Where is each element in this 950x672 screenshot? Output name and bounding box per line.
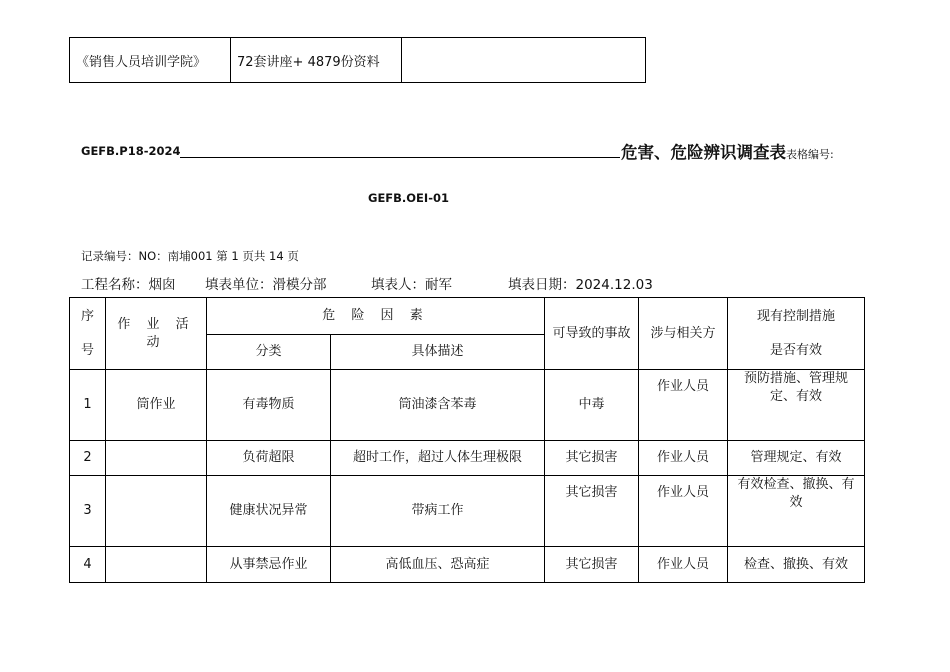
header-row (70, 298, 865, 335)
table-row (70, 370, 865, 441)
header-activity: 作 业 活 动 (106, 298, 207, 370)
document-title-block (621, 139, 834, 163)
header-underline (180, 157, 620, 158)
row-category: 健康状况异常 (207, 476, 331, 547)
row-accident: 其它损害 (545, 476, 639, 547)
row-description: 高低血压、恐高症 (331, 547, 545, 583)
row-party: 作业人员 (639, 547, 728, 583)
top-cell-course: 《销售人员培训学院》 (70, 38, 231, 83)
row-accident: 其它损害 (545, 441, 639, 476)
header-accident: 可导致的事故 (545, 298, 639, 370)
form-number-label: 表格编号: (786, 148, 834, 161)
document-code: GEFB.P18-2024 (81, 144, 181, 158)
header-control-bottom: 是否有效 (769, 342, 822, 358)
row-category: 有毒物质 (207, 370, 331, 441)
hazard-table (69, 297, 865, 583)
table-row (70, 547, 865, 583)
top-table (69, 37, 646, 83)
row-category: 从事禁忌作业 (207, 547, 331, 583)
row-description: 带病工作 (331, 476, 545, 547)
row-category: 负荷超限 (207, 441, 331, 476)
header-party: 涉与相关方 (639, 298, 728, 370)
row-no: 3 (70, 476, 106, 547)
filling-unit: 填表单位：滑模分部 (205, 277, 327, 293)
row-accident: 中毒 (545, 370, 639, 441)
header-control (728, 298, 865, 370)
header-category: 分类 (207, 335, 331, 370)
record-number: 记录编号：NO：南埔001 第 1 页共 14 页 (81, 249, 299, 263)
filler-name: 填表人：耐军 (371, 277, 452, 293)
row-no: 2 (70, 441, 106, 476)
row-control: 预防措施、管理规定、有效 (728, 370, 865, 441)
top-cell-materials: 72套讲座+ 4879份资料 (231, 38, 402, 83)
row-description: 超时工作，超过人体生理极限 (331, 441, 545, 476)
project-name: 工程名称：烟囱 (81, 277, 176, 293)
row-description: 筒油漆含苯毒 (331, 370, 545, 441)
header-hazard: 危 险 因 素 (207, 298, 545, 335)
header-seq-top: 序 (80, 308, 94, 324)
top-table-row (70, 38, 646, 83)
row-control: 有效检查、撤换、有效 (728, 476, 865, 547)
form-number: GEFB.OEI-01 (368, 191, 449, 205)
header-control-top: 现有控制措施 (756, 308, 835, 324)
row-control: 管理规定、有效 (728, 441, 865, 476)
table-row (70, 441, 865, 476)
row-control: 检查、撤换、有效 (728, 547, 865, 583)
filling-date: 填表日期：2024.12.03 (508, 277, 653, 293)
row-activity (106, 547, 207, 583)
row-activity: 筒作业 (106, 370, 207, 441)
row-no: 4 (70, 547, 106, 583)
row-party: 作业人员 (639, 476, 728, 547)
top-cell-empty (402, 38, 646, 83)
row-accident: 其它损害 (545, 547, 639, 583)
header-seq (70, 298, 106, 370)
row-activity (106, 441, 207, 476)
row-activity (106, 476, 207, 547)
table-row (70, 476, 865, 547)
row-no: 1 (70, 370, 106, 441)
header-seq-bottom: 号 (80, 342, 94, 358)
header-description: 具体描述 (331, 335, 545, 370)
row-party: 作业人员 (639, 370, 728, 441)
document-title: 危害、危险辨识调查表 (621, 143, 786, 162)
row-party: 作业人员 (639, 441, 728, 476)
